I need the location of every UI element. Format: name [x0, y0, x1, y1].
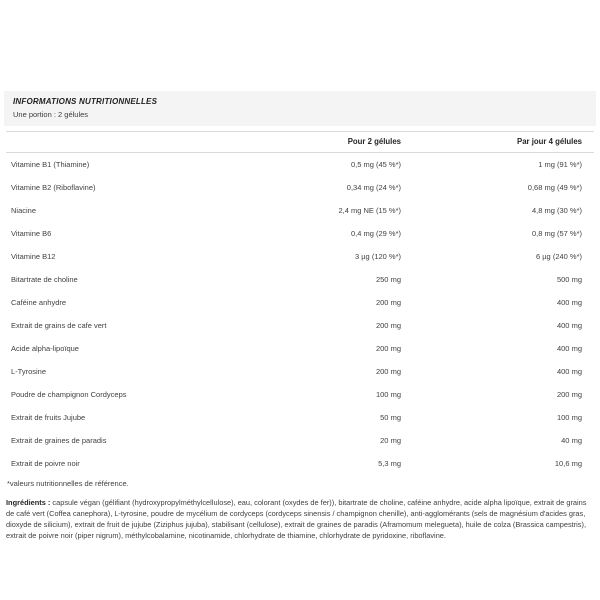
table-row	[6, 314, 594, 337]
row-label: Poudre de champignon Cordyceps	[11, 389, 127, 399]
table-row	[6, 337, 594, 360]
row-value-per-day-4-gelules: 40 mg	[561, 435, 582, 445]
table-row	[6, 176, 594, 199]
row-label: Vitamine B6	[11, 228, 52, 238]
row-value-per-2-gelules: 2,4 mg NE (15 %*)	[338, 205, 401, 215]
row-value-per-2-gelules: 200 mg	[375, 366, 401, 376]
row-value-per-2-gelules: 200 mg	[375, 320, 401, 330]
row-label: Extrait de fruits Jujube	[11, 412, 86, 422]
row-value-per-day-4-gelules: 200 mg	[556, 389, 582, 399]
row-value-per-day-4-gelules: 100 mg	[556, 412, 582, 422]
nutrition-header-band	[4, 91, 596, 126]
row-value-per-day-4-gelules: 400 mg	[556, 366, 582, 376]
row-value-per-day-4-gelules: 6 µg (240 %*)	[535, 251, 582, 261]
table-row	[6, 268, 594, 291]
table-row	[6, 383, 594, 406]
column-header-per-2-gelules: Pour 2 gélules	[268, 131, 405, 152]
row-value-per-2-gelules: 0,5 mg (45 %*)	[350, 159, 401, 169]
row-value-per-2-gelules: 5,3 mg	[378, 458, 401, 468]
page-title: INFORMATIONS NUTRITIONNELLES	[13, 97, 158, 106]
row-value-per-day-4-gelules: 0,8 mg (57 %*)	[531, 228, 582, 238]
row-value-per-day-4-gelules: 0,68 mg (49 %*)	[527, 182, 582, 192]
row-label: Vitamine B2 (Riboflavine)	[11, 182, 96, 192]
reference-footnote: *valeurs nutritionnelles de référence.	[7, 478, 129, 488]
row-label: L-Tyrosine	[11, 366, 47, 376]
row-label: Extrait de grains de cafe vert	[11, 320, 107, 330]
table-row	[6, 406, 594, 429]
row-value-per-day-4-gelules: 10,6 mg	[554, 458, 582, 468]
table-header-row	[6, 131, 594, 152]
ingredients-text: capsule végan (gélifiant (hydroxypropylméthylcellulose), eau, colorant (oxydes de fer)), bitartrate de choline, caféine anhydre, acide alpha lipoïque, extrait de grains de café vert (Coffea canephora), L-tyrosine, poudre de mycélium de cordyceps (cordyceps sinensis / champignon chenille), anti-agglomérants (sels de magnésium d'acides gras, dioxyde de silicium), extrait de fruit de jujube (Ziziphus jujuba), stabilisant (cellulose), extrait de graines de paradis (Aframomum melegueta), huile de colza (Brassica campestris), extrait de poivre noir (piper nigrum), méthylcobalamine, nicotinamide, chlorhydrate de thiamine, chlorhydrate de pyridoxine, riboflavine.	[6, 497, 587, 541]
row-value-per-day-4-gelules: 1 mg (91 %*)	[538, 159, 582, 169]
row-label: Vitamine B12	[11, 251, 56, 261]
row-label: Bitartrate de choline	[11, 274, 78, 284]
row-value-per-day-4-gelules: 400 mg	[556, 297, 582, 307]
table-row	[6, 152, 594, 176]
nutrition-table	[6, 131, 594, 475]
row-value-per-2-gelules: 3 µg (120 %*)	[354, 251, 401, 261]
row-value-per-day-4-gelules: 500 mg	[556, 274, 582, 284]
row-value-per-2-gelules: 0,4 mg (29 %*)	[350, 228, 401, 238]
ingredients-paragraph	[6, 497, 594, 542]
table-row	[6, 360, 594, 383]
row-label: Niacine	[11, 205, 37, 215]
table-row	[6, 245, 594, 268]
table-row	[6, 291, 594, 314]
row-value-per-day-4-gelules: 400 mg	[556, 320, 582, 330]
row-value-per-2-gelules: 0,34 mg (24 %*)	[346, 182, 401, 192]
row-value-per-2-gelules: 200 mg	[375, 343, 401, 353]
serving-size: Une portion : 2 gélules	[13, 109, 89, 119]
row-label: Extrait de poivre noir	[11, 458, 80, 468]
row-value-per-day-4-gelules: 400 mg	[556, 343, 582, 353]
table-row	[6, 452, 594, 475]
column-header-per-day-4-gelules: Par jour 4 gélules	[405, 131, 594, 152]
row-value-per-2-gelules: 250 mg	[375, 274, 401, 284]
table-row	[6, 429, 594, 452]
row-label: Vitamine B1 (Thiamine)	[11, 159, 90, 169]
row-value-per-2-gelules: 20 mg	[380, 435, 401, 445]
table-row	[6, 199, 594, 222]
row-value-per-2-gelules: 50 mg	[380, 412, 401, 422]
row-value-per-day-4-gelules: 4,8 mg (30 %*)	[531, 205, 582, 215]
row-label: Extrait de graines de paradis	[11, 435, 107, 445]
row-label: Caféine anhydre	[11, 297, 67, 307]
row-label: Acide alpha-lipoïque	[11, 343, 79, 353]
row-value-per-2-gelules: 200 mg	[375, 297, 401, 307]
column-header-empty	[6, 131, 268, 152]
table-row	[6, 222, 594, 245]
row-value-per-2-gelules: 100 mg	[375, 389, 401, 399]
ingredients-label: Ingrédients :	[6, 497, 51, 507]
